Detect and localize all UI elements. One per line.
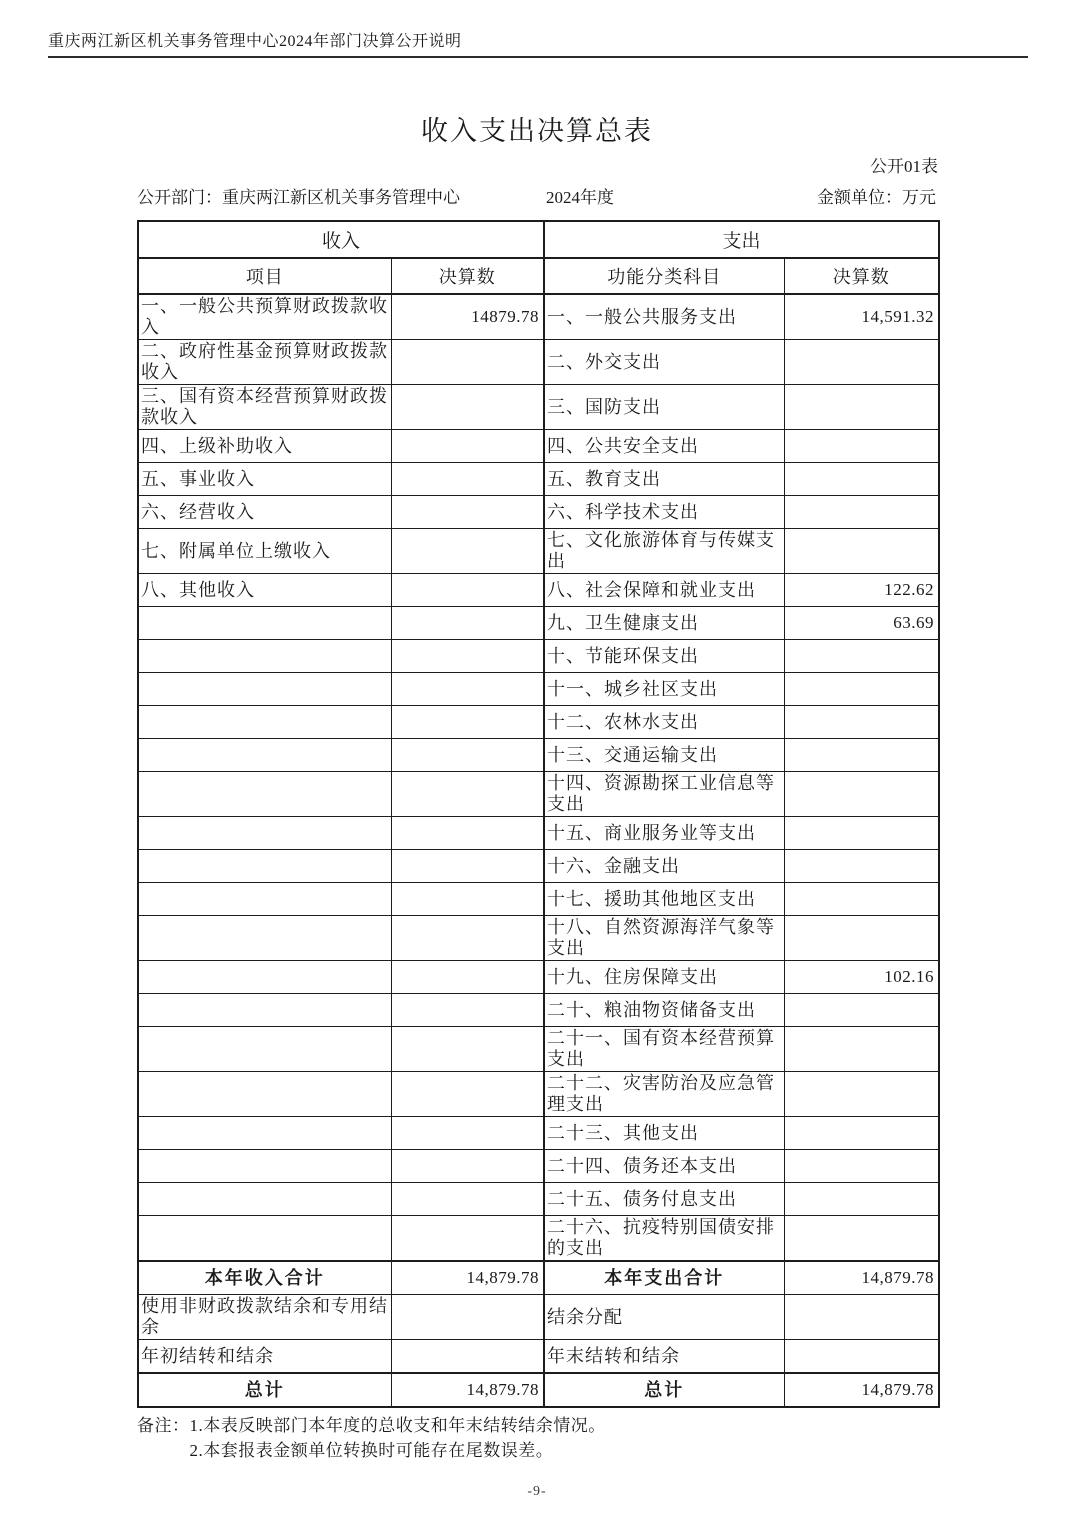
income-value-cell xyxy=(391,430,544,463)
expense-value-cell xyxy=(784,850,939,883)
notes-lines xyxy=(190,1413,606,1463)
expense-item-cell: 十三、交通运输支出 xyxy=(544,739,784,772)
expense-value-cell xyxy=(784,883,939,916)
table-row xyxy=(138,340,939,385)
income-value-cell: 14,879.78 xyxy=(391,1261,544,1295)
expense-item-cell: 四、公共安全支出 xyxy=(544,430,784,463)
income-value-cell: 14,879.78 xyxy=(391,1373,544,1407)
income-item-cell: 六、经营收入 xyxy=(138,496,391,529)
expense-item-cell: 十二、农林水支出 xyxy=(544,706,784,739)
table-row xyxy=(138,1150,939,1183)
income-value-cell xyxy=(391,1183,544,1216)
income-item-cell xyxy=(138,607,391,640)
income-item-cell xyxy=(138,916,391,961)
expense-item-cell: 十、节能环保支出 xyxy=(544,640,784,673)
income-item-cell xyxy=(138,640,391,673)
expense-value-cell xyxy=(784,340,939,385)
expense-value-cell xyxy=(784,430,939,463)
expense-item-cell: 十七、援助其他地区支出 xyxy=(544,883,784,916)
expense-item-cell: 一、一般公共服务支出 xyxy=(544,294,784,340)
table-row xyxy=(138,294,939,340)
expense-value-cell xyxy=(784,673,939,706)
col-header-income-value: 决算数 xyxy=(391,258,544,294)
expense-item-cell: 结余分配 xyxy=(544,1295,784,1340)
income-value-cell xyxy=(391,1072,544,1117)
table-row xyxy=(138,574,939,607)
income-value-cell xyxy=(391,739,544,772)
income-item-cell xyxy=(138,994,391,1027)
expense-value-cell xyxy=(784,772,939,817)
income-item-cell xyxy=(138,817,391,850)
table-row xyxy=(138,772,939,817)
expense-item-cell: 六、科学技术支出 xyxy=(544,496,784,529)
income-item-cell xyxy=(138,961,391,994)
expense-item-cell: 二十、粮油物资储备支出 xyxy=(544,994,784,1027)
col-header-expense-item: 功能分类科目 xyxy=(544,258,784,294)
income-item-cell: 七、附属单位上缴收入 xyxy=(138,529,391,574)
income-value-cell xyxy=(391,463,544,496)
expense-section-header: 支出 xyxy=(544,221,939,258)
table-row xyxy=(138,1340,939,1374)
expense-value-cell xyxy=(784,1150,939,1183)
income-item-cell xyxy=(138,1027,391,1072)
income-item-cell xyxy=(138,1150,391,1183)
expense-value-cell xyxy=(784,1027,939,1072)
col-header-expense-value: 决算数 xyxy=(784,258,939,294)
page-number: -9- xyxy=(527,1484,547,1499)
expense-item-cell: 二十三、其他支出 xyxy=(544,1117,784,1150)
table-row xyxy=(138,1117,939,1150)
income-item-cell xyxy=(138,1072,391,1117)
expense-item-cell: 七、文化旅游体育与传媒支出 xyxy=(544,529,784,574)
budget-table xyxy=(137,220,940,1408)
table-row xyxy=(138,496,939,529)
income-item-cell: 三、国有资本经营预算财政拨款收入 xyxy=(138,385,391,430)
page-title: 收入支出决算总表 xyxy=(421,116,653,146)
income-value-cell xyxy=(391,1027,544,1072)
income-item-cell xyxy=(138,706,391,739)
table-row xyxy=(138,961,939,994)
income-item-cell xyxy=(138,1216,391,1262)
income-item-cell xyxy=(138,772,391,817)
expense-item-cell: 二、外交支出 xyxy=(544,340,784,385)
income-value-cell xyxy=(391,772,544,817)
note-line-2: 2.本套报表金额单位转换时可能存在尾数误差。 xyxy=(189,1441,554,1460)
income-value-cell xyxy=(391,1117,544,1150)
table-row xyxy=(138,529,939,574)
income-item-cell: 一、一般公共预算财政拨款收入 xyxy=(138,294,391,340)
expense-item-cell: 十六、金融支出 xyxy=(544,850,784,883)
expense-item-cell: 十八、自然资源海洋气象等支出 xyxy=(544,916,784,961)
table-row xyxy=(138,1373,939,1407)
expense-item-cell: 十九、住房保障支出 xyxy=(544,961,784,994)
table-row xyxy=(138,916,939,961)
note-line-1: 1.本表反映部门本年度的总收支和年末结转结余情况。 xyxy=(189,1416,606,1435)
income-item-cell: 本年收入合计 xyxy=(138,1261,391,1295)
table-row xyxy=(138,430,939,463)
expense-item-cell: 八、社会保障和就业支出 xyxy=(544,574,784,607)
table-row xyxy=(138,673,939,706)
income-item-cell xyxy=(138,1117,391,1150)
income-item-cell: 总计 xyxy=(138,1373,391,1407)
income-item-cell xyxy=(138,673,391,706)
expense-value-cell: 122.62 xyxy=(784,574,939,607)
expense-value-cell: 14,879.78 xyxy=(784,1373,939,1407)
expense-item-cell: 九、卫生健康支出 xyxy=(544,607,784,640)
notes xyxy=(137,1413,1074,1463)
income-section-header: 收入 xyxy=(138,221,544,258)
income-value-cell xyxy=(391,883,544,916)
income-value-cell xyxy=(391,961,544,994)
expense-value-cell xyxy=(784,1183,939,1216)
table-row xyxy=(138,706,939,739)
income-value-cell xyxy=(391,1216,544,1262)
expense-item-cell: 二十二、灾害防治及应急管理支出 xyxy=(544,1072,784,1117)
income-value-cell: 14879.78 xyxy=(391,294,544,340)
expense-value-cell xyxy=(784,994,939,1027)
document-header-title: 重庆两江新区机关事务管理中心2024年部门决算公开说明 xyxy=(48,28,1028,58)
income-value-cell xyxy=(391,607,544,640)
expense-value-cell xyxy=(784,529,939,574)
expense-value-cell xyxy=(784,1072,939,1117)
expense-value-cell xyxy=(784,1340,939,1374)
expense-item-cell: 二十一、国有资本经营预算支出 xyxy=(544,1027,784,1072)
income-value-cell xyxy=(391,916,544,961)
expense-value-cell: 14,591.32 xyxy=(784,294,939,340)
expense-value-cell xyxy=(784,706,939,739)
expense-item-cell: 年末结转和结余 xyxy=(544,1340,784,1374)
table-row xyxy=(138,463,939,496)
income-value-cell xyxy=(391,385,544,430)
expense-item-cell: 十五、商业服务业等支出 xyxy=(544,817,784,850)
table-tag: 公开01表 xyxy=(870,157,938,176)
col-header-income-item: 项目 xyxy=(138,258,391,294)
income-item-cell xyxy=(138,1183,391,1216)
expense-value-cell xyxy=(784,1295,939,1340)
expense-item-cell: 总计 xyxy=(544,1373,784,1407)
income-value-cell xyxy=(391,640,544,673)
table-row xyxy=(138,739,939,772)
expense-value-cell xyxy=(784,817,939,850)
expense-value-cell: 102.16 xyxy=(784,961,939,994)
document-header xyxy=(0,0,1074,58)
table-section-header-row xyxy=(138,221,939,258)
notes-label: 备注： xyxy=(137,1416,190,1435)
income-value-cell xyxy=(391,496,544,529)
income-item-cell: 八、其他收入 xyxy=(138,574,391,607)
income-value-cell xyxy=(391,1295,544,1340)
expense-item-cell: 五、教育支出 xyxy=(544,463,784,496)
income-value-cell xyxy=(391,994,544,1027)
income-value-cell xyxy=(391,1150,544,1183)
expense-item-cell: 十四、资源勘探工业信息等支出 xyxy=(544,772,784,817)
income-value-cell xyxy=(391,340,544,385)
meta-year: 2024年度 xyxy=(546,188,614,207)
table-row xyxy=(138,1027,939,1072)
income-item-cell: 使用非财政拨款结余和专用结余 xyxy=(138,1295,391,1340)
expense-value-cell xyxy=(784,385,939,430)
expense-item-cell: 三、国防支出 xyxy=(544,385,784,430)
expense-item-cell: 二十六、抗疫特别国债安排的支出 xyxy=(544,1216,784,1262)
expense-value-cell xyxy=(784,916,939,961)
expense-value-cell xyxy=(784,496,939,529)
table-column-header-row xyxy=(138,258,939,294)
expense-item-cell: 二十四、债务还本支出 xyxy=(544,1150,784,1183)
table-row xyxy=(138,994,939,1027)
income-item-cell: 四、上级补助收入 xyxy=(138,430,391,463)
expense-value-cell xyxy=(784,1216,939,1262)
expense-value-cell xyxy=(784,739,939,772)
table-row xyxy=(138,850,939,883)
income-item-cell xyxy=(138,883,391,916)
table-row xyxy=(138,385,939,430)
expense-value-cell: 14,879.78 xyxy=(784,1261,939,1295)
table-row xyxy=(138,640,939,673)
income-item-cell: 五、事业收入 xyxy=(138,463,391,496)
meta-department: 公开部门：重庆两江新区机关事务管理中心 xyxy=(137,188,460,207)
income-value-cell xyxy=(391,850,544,883)
income-value-cell xyxy=(391,574,544,607)
budget-table-body xyxy=(138,294,939,1407)
expense-item-cell: 十一、城乡社区支出 xyxy=(544,673,784,706)
income-value-cell xyxy=(391,673,544,706)
table-row xyxy=(138,1216,939,1262)
income-value-cell xyxy=(391,529,544,574)
expense-item-cell: 本年支出合计 xyxy=(544,1261,784,1295)
table-row xyxy=(138,1072,939,1117)
table-row xyxy=(138,817,939,850)
meta-unit: 金额单位：万元 xyxy=(817,188,936,207)
table-row xyxy=(138,1261,939,1295)
table-row xyxy=(138,1183,939,1216)
expense-value-cell: 63.69 xyxy=(784,607,939,640)
table-row xyxy=(138,1295,939,1340)
table-row xyxy=(138,607,939,640)
expense-value-cell xyxy=(784,1117,939,1150)
income-value-cell xyxy=(391,817,544,850)
income-item-cell xyxy=(138,739,391,772)
expense-value-cell xyxy=(784,463,939,496)
expense-value-cell xyxy=(784,640,939,673)
income-value-cell xyxy=(391,706,544,739)
meta-row xyxy=(137,186,938,210)
income-item-cell: 年初结转和结余 xyxy=(138,1340,391,1374)
income-value-cell xyxy=(391,1340,544,1374)
income-item-cell: 二、政府性基金预算财政拨款收入 xyxy=(138,340,391,385)
table-row xyxy=(138,883,939,916)
expense-item-cell: 二十五、债务付息支出 xyxy=(544,1183,784,1216)
income-item-cell xyxy=(138,850,391,883)
